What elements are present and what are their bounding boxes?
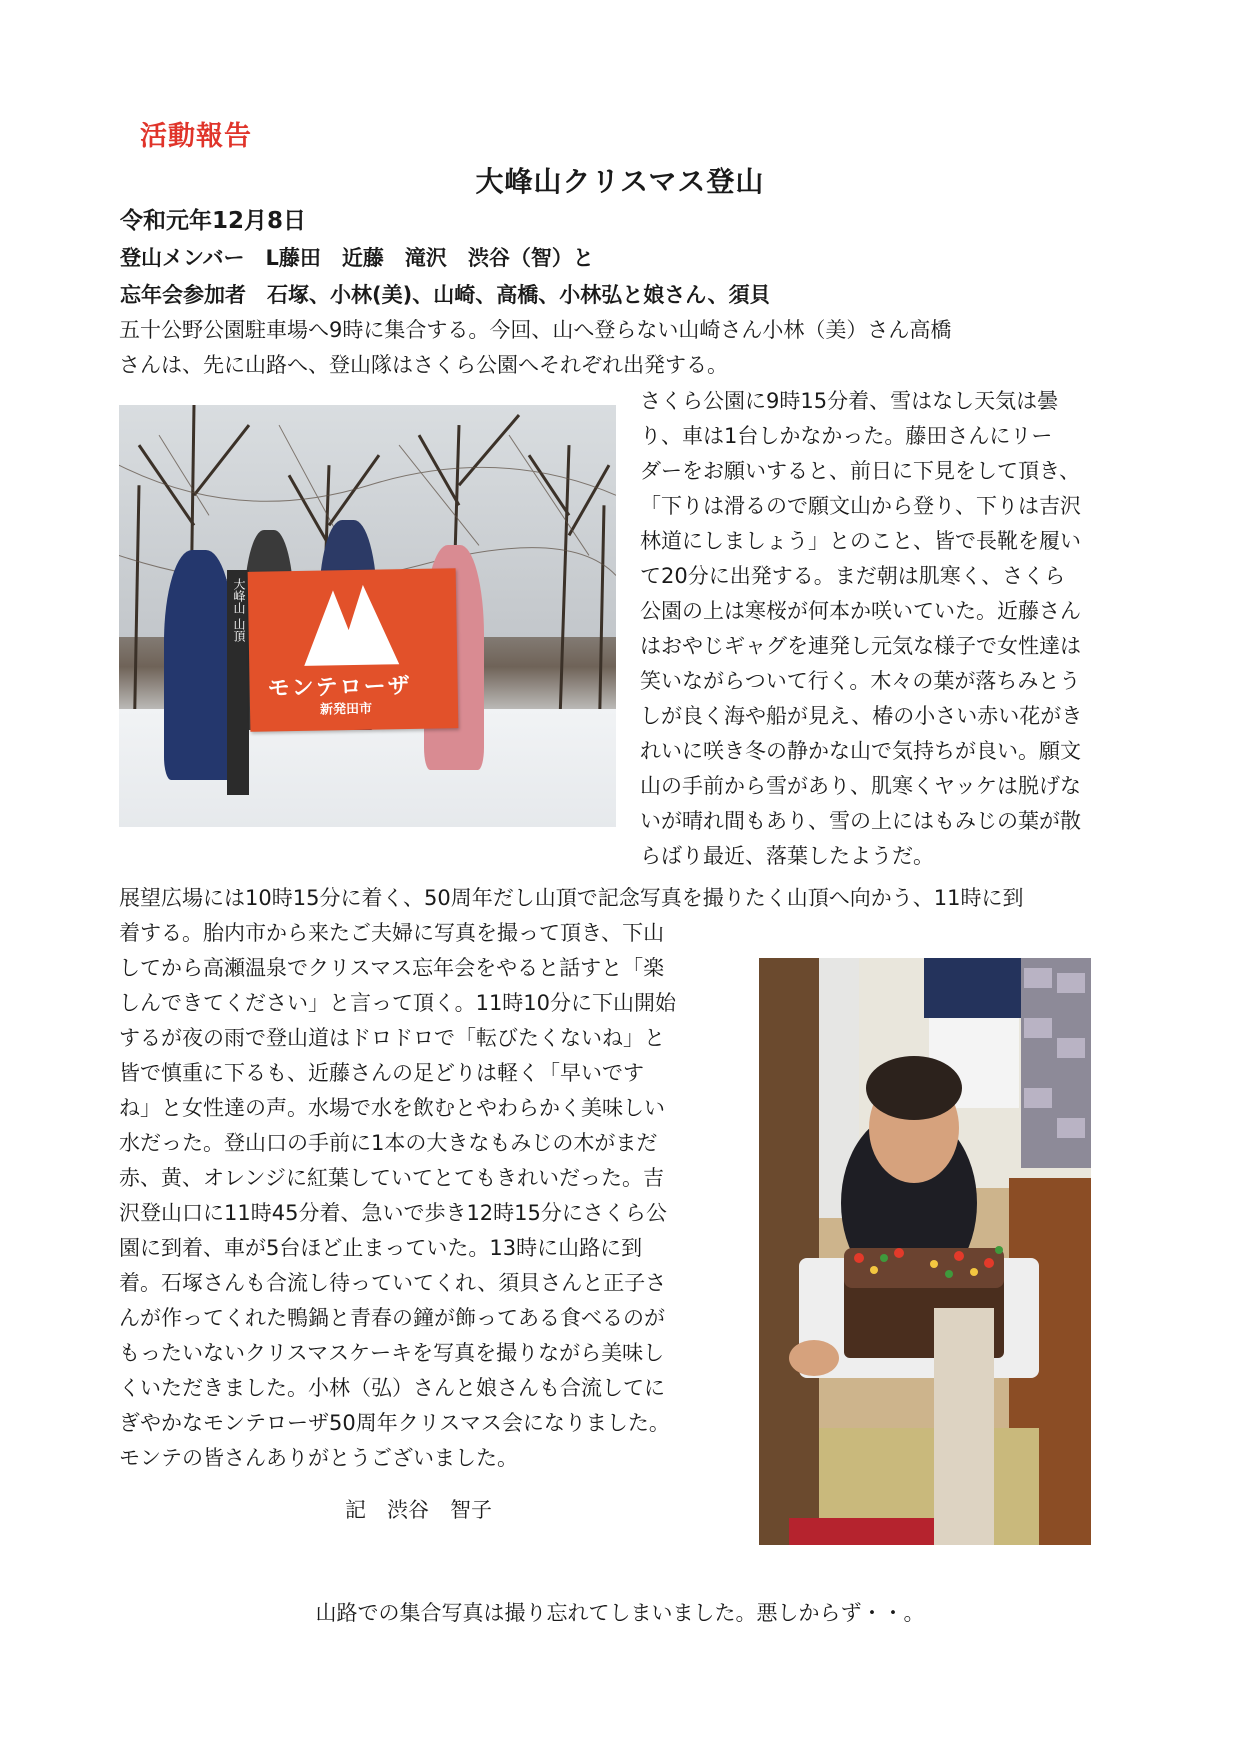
left-column-line: 園に到着、車が5台ほど止まっていた。13時に山路に到 xyxy=(119,1236,643,1260)
left-column-line: してから高瀬温泉でクリスマス忘年会をやると話すと「楽 xyxy=(119,956,665,980)
left-column-text xyxy=(119,916,676,1476)
left-column-line: 皆で慎重に下るも、近藤さんの足どりは軽く「早いです xyxy=(119,1061,644,1085)
right-column-line: いが晴れ間もあり、雪の上にはもみじの葉が散 xyxy=(640,809,1081,833)
right-column-line: ダーをお願いすると、前日に下見をして頂き、 xyxy=(640,459,1081,483)
footer-note: 山路での集合写真は撮り忘れてしまいました。悪しからず・・。 xyxy=(315,1601,925,1625)
summit-post: 大峰山 山頂 xyxy=(227,570,249,795)
intro-paragraph xyxy=(119,313,951,383)
left-column-line: 赤、黄、オレンジに紅葉していてとてもきれいだった。吉 xyxy=(119,1166,664,1190)
right-column-line: り、車は1台しかなかった。藤田さんにリー xyxy=(640,424,1053,448)
intro-line: さんは、先に山路へ、登山隊はさくら公園へそれぞれ出発する。 xyxy=(119,353,728,377)
intro-line: 五十公野公園駐車場へ9時に集合する。今回、山へ登らない山崎さん小林（美）さん高橋 xyxy=(119,318,952,342)
left-column-line: するが夜の雨で登山道はドロドロで「転びたくないね」と xyxy=(119,1026,665,1050)
left-column-line: しんできてください」と言って頂く。11時10分に下山開始 xyxy=(119,991,677,1015)
right-column-line: 笑いながらついて行く。木々の葉が落ちみとう xyxy=(640,669,1081,693)
right-column-line: さくら公園に9時15分着、雪はなし天気は曇 xyxy=(640,389,1059,413)
christmas-cake-photo xyxy=(759,958,1091,1545)
right-column-line: はおやじギャグを連発し元気な様子で女性達は xyxy=(640,634,1081,658)
left-column-line: 沢登山口に11時45分着、急いで歩き12時15分にさくら公 xyxy=(119,1201,667,1225)
club-flag: モンテローザ 新発田市 xyxy=(248,568,459,732)
left-column-line: くいただきました。小林（弘）さんと娘さんも合流してに xyxy=(119,1376,665,1400)
left-column-line: ぎやかなモンテローザ50周年クリスマス会になりました。 xyxy=(119,1411,670,1435)
left-column-line: んが作ってくれた鴨鍋と青春の鐘が飾ってある食べるのが xyxy=(119,1306,665,1330)
person-1 xyxy=(164,550,234,780)
party-members: 忘年会参加者 石塚、小林(美)、山崎、高橋、小林弘と娘さん、須貝 xyxy=(120,283,771,307)
left-column-line: モンテの皆さんありがとうございました。 xyxy=(119,1446,518,1470)
right-column-line: 山の手前から雪があり、肌寒くヤッケは脱げな xyxy=(640,774,1081,798)
page-title: 大峰山クリスマス登山 xyxy=(475,165,765,198)
right-column-line: しが良く海や船が見え、椿の小さい赤い花がき xyxy=(640,704,1083,728)
left-column-line: ね」と女性達の声。水場で水を飲むとやわらかく美味しい xyxy=(119,1096,665,1120)
section-label: 活動報告 xyxy=(140,121,252,152)
right-column-line: 「下りは滑るので願文山から登り、下りは吉沢 xyxy=(640,494,1081,518)
left-column-line: 着。石塚さんも合流し待っていてくれ、須貝さんと正子さ xyxy=(119,1271,667,1295)
right-column-line: れいに咲き冬の静かな山で気持ちが良い。願文 xyxy=(640,739,1081,763)
right-column-line: 林道にしましょう」とのこと、皆で長靴を履い xyxy=(640,529,1081,553)
left-column-line: もったいないクリスマスケーキを写真を撮りながら美味し xyxy=(119,1341,665,1365)
mountain-logo-icon xyxy=(248,568,458,672)
right-column-text xyxy=(640,384,1082,874)
right-column-line: らばり最近、落葉したようだ。 xyxy=(640,844,934,868)
left-column-line: 着する。胎内市から来たご夫婦に写真を撮って頂き、下山 xyxy=(119,921,665,945)
right-column-line: て20分に出発する。まだ朝は肌寒く、さくら xyxy=(640,564,1066,588)
climbing-members: 登山メンバー L藤田 近藤 滝沢 渋谷（智）と xyxy=(120,246,594,270)
full-width-line: 展望広場には10時15分に着く、50周年だし山頂で記念写真を撮りたく山頂へ向かう、11時に到 xyxy=(119,886,1024,910)
summit-group-photo xyxy=(119,405,616,827)
event-date: 令和元年12月8日 xyxy=(120,208,307,234)
right-column-line: 公園の上は寒桜が何本か咲いていた。近藤さん xyxy=(640,599,1081,623)
signature: 記 渋谷 智子 xyxy=(345,1498,492,1522)
left-column-line: 水だった。登山口の手前に1本の大きなもみじの木がまだ xyxy=(119,1131,658,1155)
cake-photo-graphic xyxy=(759,958,1091,1545)
